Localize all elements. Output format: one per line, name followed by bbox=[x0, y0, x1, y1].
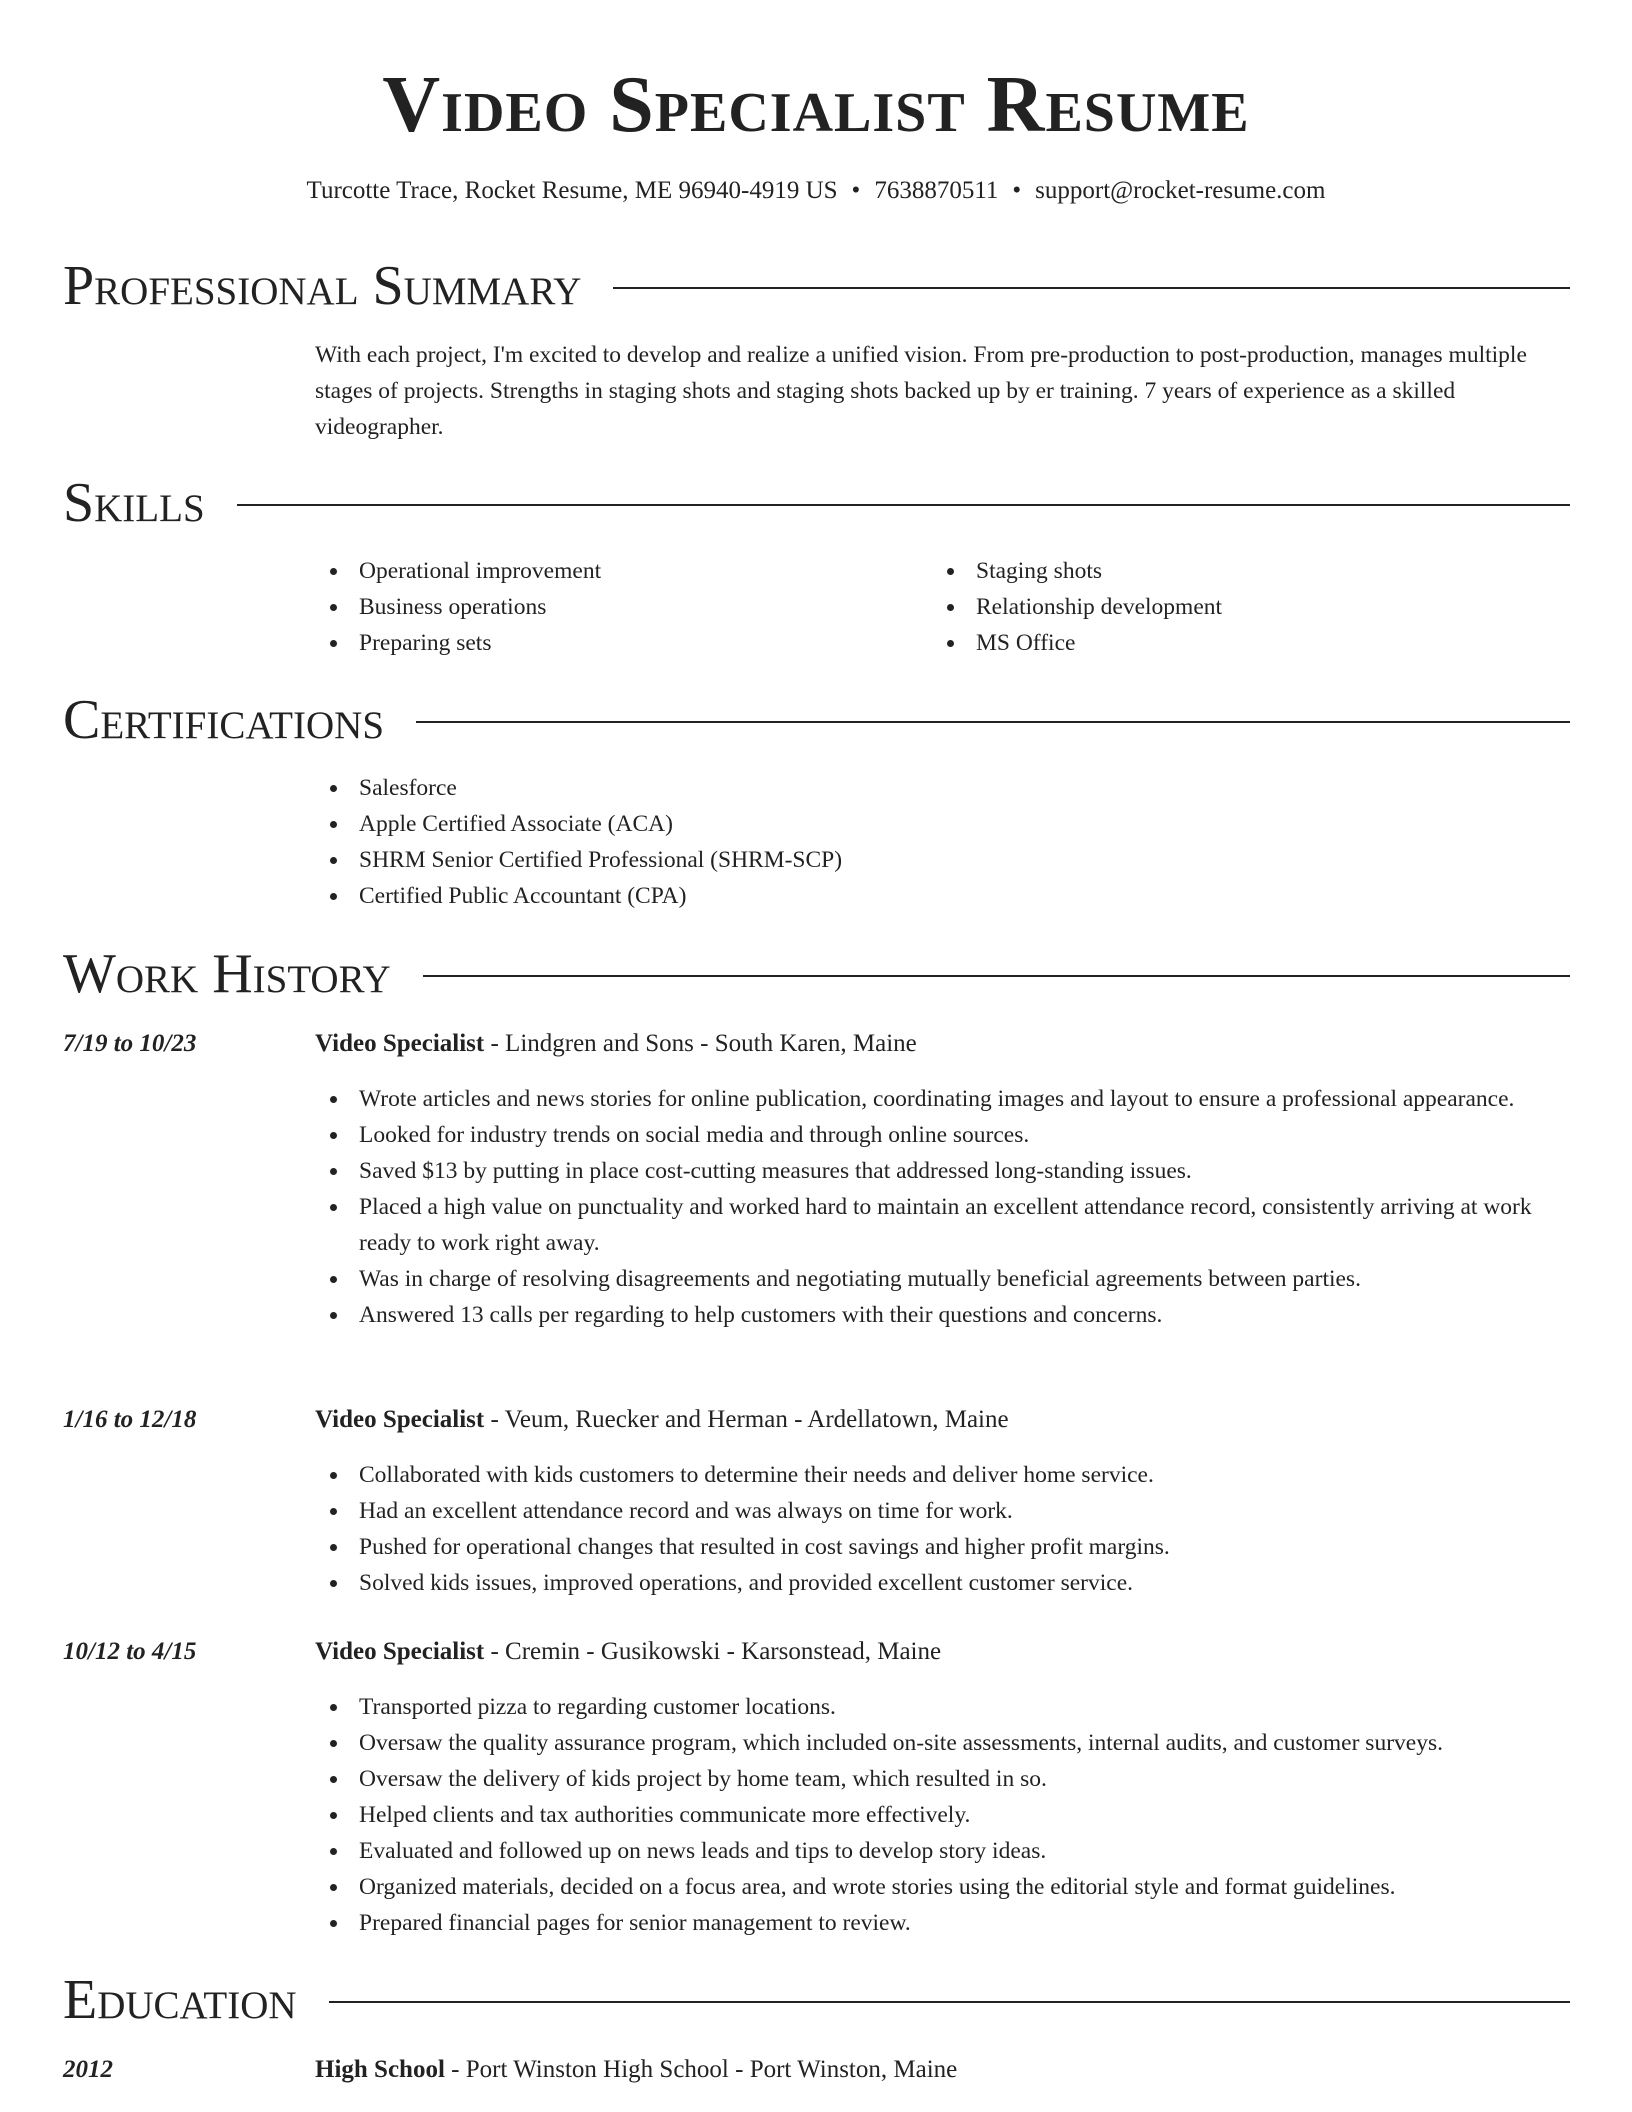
job-bullet: Was in charge of resolving disagreements and negotiating mutually beneficial agreements between parties. bbox=[315, 1261, 1570, 1297]
skill-item: Staging shots bbox=[932, 553, 1549, 589]
section-heading-summary bbox=[63, 254, 1570, 318]
certifications-list bbox=[315, 770, 1570, 914]
job-bullet: Oversaw the quality assurance program, which included on-site assessments, internal audits, and customer surveys. bbox=[315, 1725, 1570, 1761]
section-heading-education bbox=[63, 1968, 1570, 2032]
contact-email: support@rocket-resume.com bbox=[1035, 177, 1326, 204]
certification-item: Certified Public Accountant (CPA) bbox=[315, 878, 1570, 914]
job-bullet: Answered 13 calls per regarding to help customers with their questions and concerns. bbox=[315, 1297, 1570, 1333]
job-dates: 7/19 to 10/23 bbox=[63, 1030, 197, 1057]
contact-address: Turcotte Trace, Rocket Resume, ME 96940-4919 US bbox=[306, 177, 838, 204]
skill-item: Business operations bbox=[315, 589, 932, 625]
job-bullet: Pushed for operational changes that resulted in cost savings and higher profit margins. bbox=[315, 1529, 1570, 1565]
section-heading-certifications bbox=[63, 688, 1570, 752]
job-title: Video Specialist bbox=[315, 1638, 485, 1665]
job-title: Video Specialist bbox=[315, 1030, 485, 1057]
section-title: Certifications bbox=[63, 689, 385, 751]
skills-column-left bbox=[315, 553, 932, 661]
job-bullets bbox=[315, 1457, 1570, 1601]
section-title: Professional Summary bbox=[63, 255, 582, 317]
job-dates: 1/16 to 12/18 bbox=[63, 1406, 197, 1433]
section-divider bbox=[423, 975, 1570, 977]
certification-item: SHRM Senior Certified Professional (SHRM-SCP) bbox=[315, 842, 1570, 878]
education-school: - Port Winston High School - Port Winston, Maine bbox=[444, 2056, 958, 2083]
job-bullet: Collaborated with kids customers to determine their needs and deliver home service. bbox=[315, 1457, 1570, 1493]
skills-column-right bbox=[932, 553, 1549, 661]
job-bullet: Placed a high value on punctuality and worked hard to maintain an excellent attendance record, consistently arriving at work ready to work right away. bbox=[315, 1189, 1570, 1261]
job-dates: 10/12 to 4/15 bbox=[63, 1638, 197, 1665]
job-bullet: Solved kids issues, improved operations, and provided excellent customer service. bbox=[315, 1565, 1570, 1601]
skills-list bbox=[315, 553, 1570, 661]
skill-item: MS Office bbox=[932, 625, 1549, 661]
job-bullet: Evaluated and followed up on news leads and tips to develop story ideas. bbox=[315, 1833, 1570, 1869]
skill-item: Preparing sets bbox=[315, 625, 932, 661]
job-title: Video Specialist bbox=[315, 1406, 485, 1433]
job-employer: - Cremin - Gusikowski - Karsonstead, Maine bbox=[484, 1638, 942, 1665]
job-bullet: Had an excellent attendance record and was always on time for work. bbox=[315, 1493, 1570, 1529]
section-heading-work-history bbox=[63, 942, 1570, 1006]
section-title: Skills bbox=[63, 472, 205, 534]
contact-line bbox=[0, 174, 1632, 208]
education-heading bbox=[315, 2052, 1570, 2088]
contact-separator: • bbox=[851, 177, 861, 204]
section-heading-skills bbox=[63, 471, 1570, 535]
education-degree: High School bbox=[315, 2056, 445, 2083]
job-bullet: Prepared financial pages for senior management to review. bbox=[315, 1905, 1570, 1941]
job-employer: - Lindgren and Sons - South Karen, Maine bbox=[484, 1030, 917, 1057]
job-heading bbox=[315, 1402, 1570, 1438]
job-bullet: Organized materials, decided on a focus area, and wrote stories using the editorial style and format guidelines. bbox=[315, 1869, 1570, 1905]
resume-title: Video Specialist Resume bbox=[382, 61, 1250, 149]
certification-item: Apple Certified Associate (ACA) bbox=[315, 806, 1570, 842]
job-heading bbox=[315, 1026, 1570, 1062]
skill-item: Operational improvement bbox=[315, 553, 932, 589]
summary-text: With each project, I'm excited to develop and realize a unified vision. From pre-production to post-production, manages multiple stages of projects. Strengths in staging shots and staging shots backed up by er training. 7 years of experience as a skilled videographer. bbox=[315, 342, 1527, 440]
job-bullet: Looked for industry trends on social media and through online sources. bbox=[315, 1117, 1570, 1153]
skill-item: Relationship development bbox=[932, 589, 1549, 625]
job-bullet: Oversaw the delivery of kids project by home team, which resulted in so. bbox=[315, 1761, 1570, 1797]
job-bullet: Wrote articles and news stories for online publication, coordinating images and layout to ensure a professional appearance. bbox=[315, 1081, 1570, 1117]
section-title: Work History bbox=[63, 943, 391, 1005]
section-divider bbox=[613, 287, 1570, 289]
section-divider bbox=[416, 721, 1570, 723]
job-heading bbox=[315, 1634, 1570, 1670]
section-title: Education bbox=[63, 1969, 297, 2031]
section-divider bbox=[329, 2001, 1570, 2003]
contact-separator: • bbox=[1012, 177, 1022, 204]
job-employer: - Veum, Ruecker and Herman - Ardellatown, Maine bbox=[484, 1406, 1009, 1433]
section-divider bbox=[237, 504, 1570, 506]
job-bullet: Transported pizza to regarding customer locations. bbox=[315, 1689, 1570, 1725]
job-bullet: Saved $13 by putting in place cost-cutting measures that addressed long-standing issues. bbox=[315, 1153, 1570, 1189]
education-year: 2012 bbox=[63, 2056, 113, 2083]
job-bullets bbox=[315, 1081, 1570, 1333]
job-bullet: Helped clients and tax authorities communicate more effectively. bbox=[315, 1797, 1570, 1833]
contact-phone: 7638870511 bbox=[874, 177, 999, 204]
certification-item: Salesforce bbox=[315, 770, 1570, 806]
job-bullets bbox=[315, 1689, 1570, 1941]
